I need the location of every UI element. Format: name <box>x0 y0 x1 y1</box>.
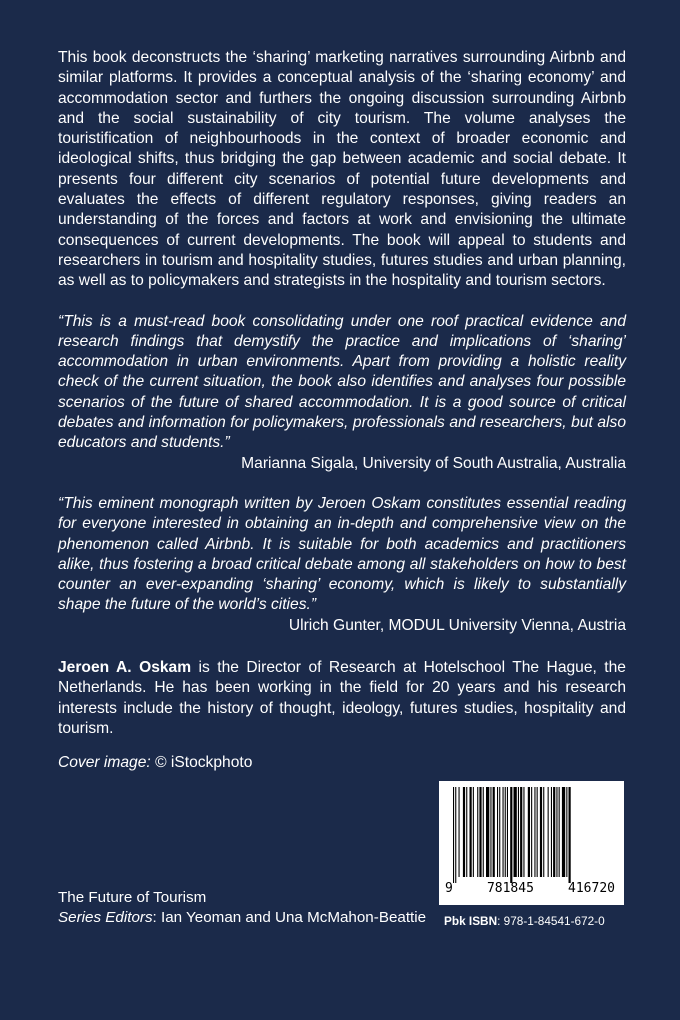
barcode-bar <box>463 787 465 877</box>
barcode-bar <box>569 787 571 883</box>
barcode-bar <box>551 787 552 877</box>
barcode-bar <box>490 787 491 877</box>
endorsement-attribution-1: Marianna Sigala, University of South Australia, Australia <box>241 454 626 472</box>
barcode-bar <box>553 787 555 877</box>
barcode-bar <box>466 787 467 877</box>
barcode-digit-group-1: 9 <box>445 881 453 896</box>
author-name: Jeroen A. Oskam <box>58 659 192 677</box>
barcode-bar <box>499 787 500 877</box>
cover-image-label: Cover image: <box>58 754 151 772</box>
cover-image-credit <box>58 753 626 773</box>
endorsement-attribution-2: Ulrich Gunter, MODUL University Vienna, Austria <box>288 616 626 634</box>
barcode-bar <box>531 787 532 877</box>
barcode-digits <box>439 881 624 896</box>
barcode-bar <box>537 787 538 877</box>
barcode-bar <box>497 787 498 877</box>
barcode-digit-group-3: 416720 <box>568 881 615 896</box>
barcode-bar <box>479 787 481 877</box>
author-bio <box>58 658 626 739</box>
barcode-bar <box>518 787 519 877</box>
barcode-bar <box>477 787 478 877</box>
isbn-label: Pbk ISBN <box>444 914 498 928</box>
series-editors-line <box>58 908 438 928</box>
book-blurb: This book deconstructs the ‘sharing’ marketing narratives surrounding Airbnb and similar platforms. It provides a conceptual analysis of the ‘sharing economy’ and accommodation sector and furthers the ongoing discussion surrounding Airbnb and the social sustainability of city tourism. The volume analyses the touristification of neighbourhoods in the context of broader economic and ideological shifts, thus bridging the gap between academic and social debate. It presents four different city scenarios of potential future developments and evaluates the effects of different regulatory responses, giving readers an understanding of the forces and factors at work and envisioning the ultimate consequences of current developments. The book will appeal to students and researchers in tourism and hospitality studies, futures studies and urban planning, as well as to policymakers and strategists in the hospitality and tourism sectors. <box>58 49 626 290</box>
barcode-bar <box>556 787 557 877</box>
series-editors: : Ian Yeoman and Una McMahon-Beattie <box>152 909 427 926</box>
barcode-bar <box>493 787 495 877</box>
barcode-bar <box>459 787 460 877</box>
barcode-bar <box>514 787 517 877</box>
barcode-bar <box>566 787 567 877</box>
barcode-digit-group-2: 781845 <box>486 881 534 896</box>
series-name: The Future of Tourism <box>58 889 207 906</box>
endorsement-quote-2: “This eminent monograph written by Jeroen Oskam constitutes essential reading for everyone interested in obtaining an in-depth and comprehensive view on the phenomenon called Airbnb. It is suitable for both academics and practitioners alike, thus fostering a broad critical debate among all stakeholders on how to best counter an ever-expanding ‘sharing’ economy, which is likely to substantially shape the future of the world’s cities.” <box>58 494 626 614</box>
barcode-bar <box>486 787 489 877</box>
isbn-line <box>444 913 634 929</box>
author-bio-text: is the Director of Research at Hotelschool The Hague, the Netherlands. He has been working in the field for 20 years and his research interests include the history of thought, ideology, futures studies, hospitality and tourism. <box>58 659 626 737</box>
barcode-bar <box>540 787 542 877</box>
isbn-number: : 978-1-84541-672-0 <box>497 914 605 928</box>
barcode-bar <box>520 787 522 877</box>
barcode-bar <box>559 787 560 877</box>
cover-image-source: © iStockphoto <box>150 754 253 772</box>
series-info <box>58 888 438 928</box>
text-column <box>58 48 626 773</box>
barcode-bar <box>483 787 484 877</box>
series-editors-label: Series Editors <box>58 909 153 926</box>
barcode-bar <box>534 787 535 877</box>
barcode-bar <box>455 787 456 883</box>
barcode-bar <box>543 787 544 877</box>
barcode-bar <box>562 787 565 877</box>
barcode-bar <box>507 787 508 877</box>
barcode-bar <box>453 787 454 883</box>
barcode-bar <box>473 787 474 877</box>
barcode <box>439 781 624 905</box>
barcode-bar <box>503 787 504 877</box>
endorsement-quote-1: “This is a must-read book consolidating under one roof practical evidence and research findings that demystify the practice and implications of ‘sharing’ accommodation in urban environments. Apart from providing a holistic reality check of the current situation, the book also identifies and analyses four possible scenarios of the future of shared accommodation. It is a good source of critical debates and information for policymakers, professionals and researchers, but also educators and students.” <box>58 312 626 452</box>
barcode-bar <box>548 787 549 877</box>
barcode-bar <box>470 787 472 877</box>
barcode-bar <box>528 787 530 877</box>
barcode-bar <box>523 787 524 877</box>
barcode-bar <box>510 787 512 883</box>
barcode-bar <box>505 787 506 877</box>
